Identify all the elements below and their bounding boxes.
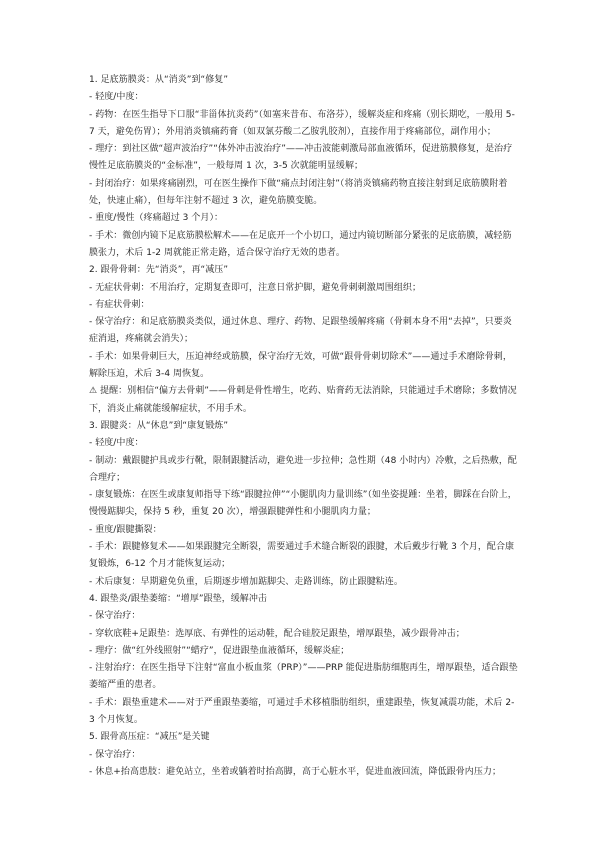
section-heading-calcaneal-hypertension: 5. 跟骨高压症：“减压”是关键 xyxy=(89,732,210,743)
section-heading-achilles-tendinitis: 3. 跟腱炎：从“休息”到“康复锻炼” xyxy=(89,420,229,431)
subheading-mild-moderate-achilles: - 轻度/中度： xyxy=(89,438,144,449)
paragraph-tendon-repair: - 手术：跟腱修复术——如果跟腱完全断裂，需要通过手术缝合断裂的跟腱，术后戴步行靴 3 个月，配合康复锻炼，6-12 个月才能恢复运动； xyxy=(89,542,515,570)
paragraph-rest-elevate: - 休息+抬高患肢：避免站立，坐着或躺着时抬高脚，高于心脏水平，促进血液回流，降低跟骨内压力； xyxy=(89,766,502,777)
paragraph-prp-injection: - 注射治疗：在医生指导下注射“富血小板血浆（PRP）”——PRP 能促进脂肪细胞再生，增厚跟垫，适合跟垫萎缩严重的患者。 xyxy=(89,663,518,691)
paragraph-heel-pad-reconstruction: - 手术：跟垫重建术——对于严重跟垫萎缩，可通过手术移植脂肪组织，重建跟垫，恢复减震功能，术后 2-3 个月恢复。 xyxy=(89,697,515,725)
subheading-severe-tear: - 重度/跟腱撕裂： xyxy=(89,524,162,535)
paragraph-block-injection: - 封闭治疗：如果疼痛剧烈，可在医生操作下做“痛点封闭注射”（将消炎镇痛药物直接注射到足底筋膜附着处，快速止痛），但每年注射不超过 3 次，避免筋膜变脆。 xyxy=(89,178,508,207)
paragraph-asymptomatic-spur: - 无症状骨刺：不用治疗，定期复查即可，注意日常护脚，避免骨刺刺激周围组织； xyxy=(89,282,422,293)
document-body xyxy=(89,72,519,781)
section-heading-plantar-fasciitis: 1. 足底筋膜炎：从“消炎”到“修复” xyxy=(89,75,229,85)
paragraph-medication: - 药物：在医生指导下口服“非甾体抗炎药”（如塞来昔布、布洛芬），缓解炎症和疼痛（别长期吃，一般用 5-7 天，避免伤胃）；外用消炎镇痛药膏（如双氯芬酸二乙胺乳胶剂），直接作用于疼痛部位，副作用小； xyxy=(89,109,515,137)
paragraph-conservative-spur: - 保守治疗：和足底筋膜炎类似，通过休息、理疗、药物、足跟垫缓解疼痛（骨刺本身不用“去掉”，只要炎症消退，疼痛就会消失）； xyxy=(89,317,512,345)
section-heading-heel-pad: 4. 跟垫炎/跟垫萎缩：“增厚”跟垫，缓解冲击 xyxy=(89,593,267,604)
subheading-severe-chronic: - 重度/慢性（疼痛超过 3 个月）： xyxy=(89,213,224,224)
subheading-symptomatic-spur: - 有症状骨刺： xyxy=(89,299,150,310)
subheading-conservative-hypertension: - 保守治疗： xyxy=(89,749,141,760)
paragraph-soft-shoes: - 穿软底鞋+足跟垫：选厚底、有弹性的运动鞋，配合硅胶足跟垫，增厚跟垫，减少跟骨冲击； xyxy=(89,628,465,639)
paragraph-immobilization: - 制动：戴跟腱护具或步行靴，限制跟腱活动，避免进一步拉伸；急性期（48 小时内）冷敷，之后热敷，配合理疗； xyxy=(89,455,517,483)
warning-note: ⚠ 提醒：别相信“偏方去骨刺”——骨刺是骨性增生，吃药、贴膏药无法消除，只能通过手术磨除；多数情况下，消炎止痛就能缓解症状，不用手术。 xyxy=(89,386,517,414)
section-heading-heel-spur: 2. 跟骨骨刺：先“消炎”，再“减压” xyxy=(89,265,229,276)
subheading-mild-moderate: - 轻度/中度： xyxy=(89,92,144,103)
paragraph-surgery-fascia: - 手术：微创内镜下足底筋膜松解术——在足底开一个小切口，通过内镜切断部分紧张的足底筋膜，减轻筋膜张力，术后 1-2 周就能正常走路，适合保守治疗无效的患者。 xyxy=(89,230,512,258)
paragraph-infrared: - 理疗：做“红外线照射”“蜡疗”，促进跟垫血液循环，缓解炎症； xyxy=(89,645,350,656)
subheading-conservative-heel-pad: - 保守治疗： xyxy=(89,611,141,622)
paragraph-rehab-exercise: - 康复锻炼：在医生或康复师指导下练“跟腱拉伸”“小腿肌肉力量训练”（如坐姿提踵：坐着，脚踩在台阶上，慢慢踮脚尖，保持 5 秒，重复 20 次），增强跟腱弹性和小腿肌肉力量； xyxy=(89,490,517,518)
paragraph-physiotherapy: - 理疗：到社区做“超声波治疗”“体外冲击波治疗”——冲击波能刺激局部血液循环，促进筋膜修复，是治疗慢性足底筋膜炎的“金标准”，一般每周 1 次，3-5 次就能明显缓解； xyxy=(89,144,513,172)
paragraph-postop-rehab: - 术后康复：早期避免负重，后期逐步增加踮脚尖、走路训练，防止跟腱粘连。 xyxy=(89,576,403,587)
paragraph-surgery-spur: - 手术：如果骨刺巨大，压迫神经或筋膜，保守治疗无效，可做“跟骨骨刺切除术”——通过手术磨除骨刺，解除压迫，术后 3-4 周恢复。 xyxy=(89,351,512,380)
